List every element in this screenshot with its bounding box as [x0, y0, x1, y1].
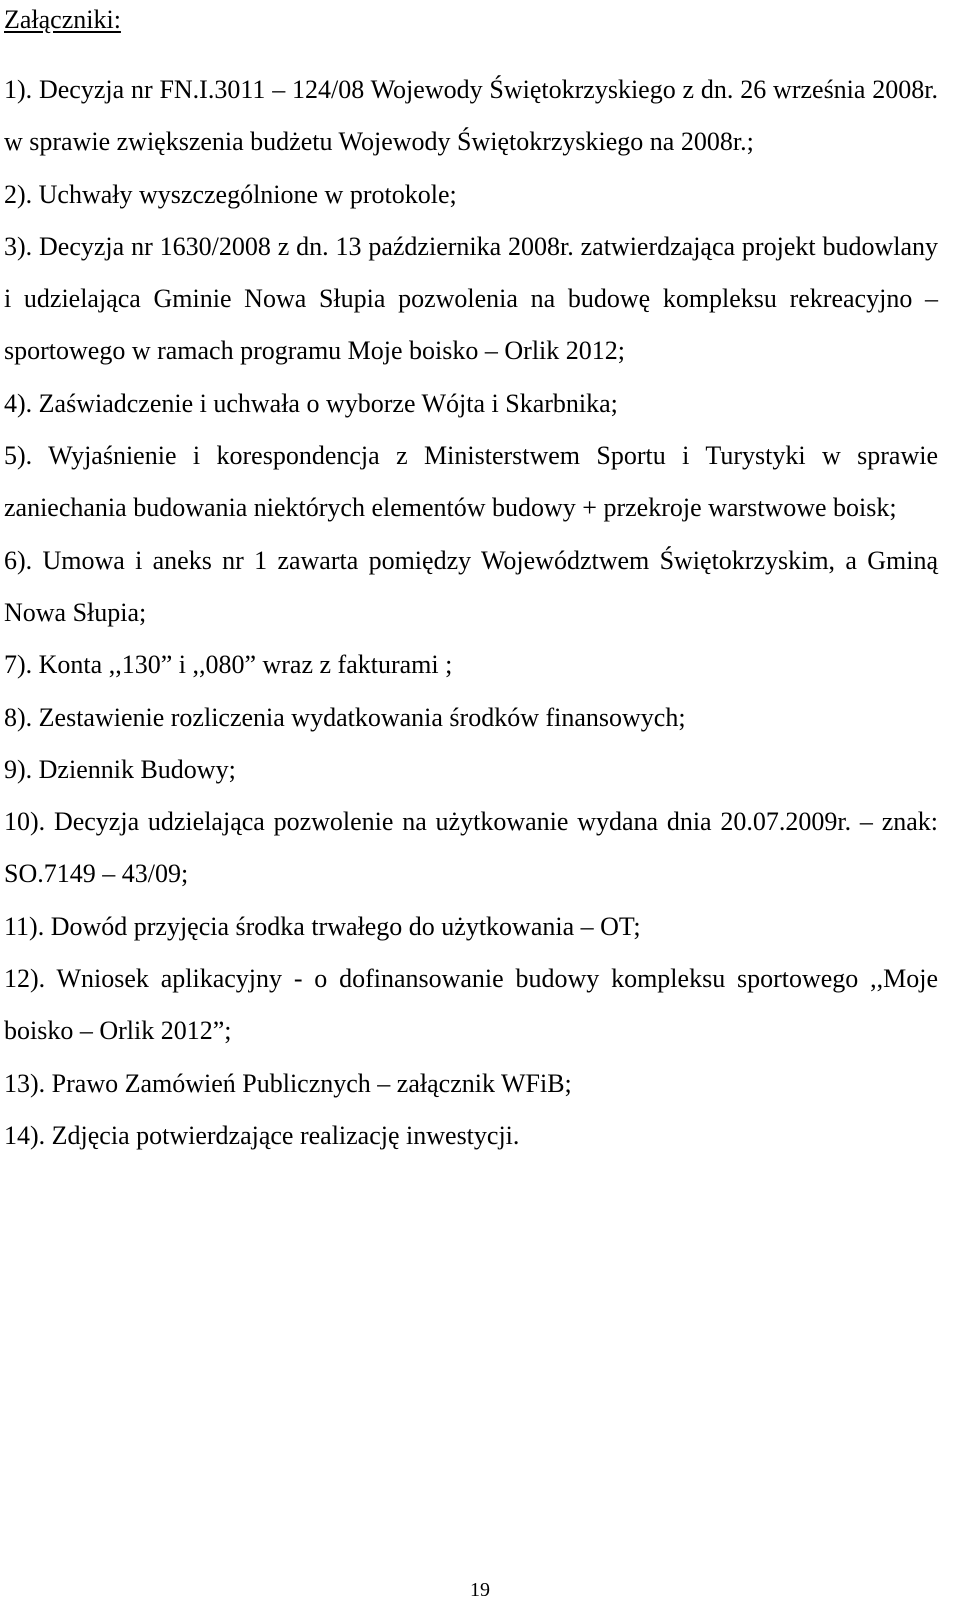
attachment-item-1: 1). Decyzja nr FN.I.3011 – 124/08 Wojewody Świętokrzyskiego z dn. 26 września 2008r. w sprawie zwiększenia budżetu Wojewody Świętokrzyskiego na 2008r.;	[4, 75, 938, 157]
attachment-item-8: 8). Zestawienie rozliczenia wydatkowania środków finansowych;	[4, 702, 686, 732]
attachments-list	[4, 64, 938, 1162]
attachment-item-6: 6). Umowa i aneks nr 1 zawarta pomiędzy Województwem Świętokrzyskim, a Gminą Nowa Słupia;	[4, 545, 938, 627]
attachment-item-11: 11). Dowód przyjęcia środka trwałego do użytkowania – OT;	[4, 911, 641, 941]
attachment-item-14: 14). Zdjęcia potwierdzające realizację inwestycji.	[4, 1120, 520, 1150]
attachment-item-13: 13). Prawo Zamówień Publicznych – załącznik WFiB;	[4, 1068, 572, 1098]
attachment-item-9: 9). Dziennik Budowy;	[4, 754, 236, 784]
attachment-item-5: 5). Wyjaśnienie i korespondencja z Ministerstwem Sportu i Turystyki w sprawie zaniechania budowania niektórych elementów budowy + przekroje warstwowe boisk;	[4, 441, 938, 523]
attachment-item-3: 3). Decyzja nr 1630/2008 z dn. 13 października 2008r. zatwierdzająca projekt budowlany i udzielająca Gminie Nowa Słupia pozwolenia na budowę kompleksu rekreacyjno – sportowego w ramach programu Moje boisko – Orlik 2012;	[4, 231, 938, 366]
attachments-heading: Załączniki:	[4, 5, 121, 34]
attachment-item-7: 7). Konta ,,130” i ,,080” wraz z fakturami ;	[4, 650, 453, 680]
attachment-item-2: 2). Uchwały wyszczególnione w protokole;	[4, 179, 457, 209]
attachment-item-10: 10). Decyzja udzielająca pozwolenie na użytkowanie wydana dnia 20.07.2009r. – znak: SO.7149 – 43/09;	[4, 807, 938, 889]
attachment-item-12: 12). Wniosek aplikacyjny - o dofinansowanie budowy kompleksu sportowego ,,Moje boisko – Orlik 2012”;	[4, 964, 938, 1046]
attachment-item-4: 4). Zaświadczenie i uchwała o wyborze Wójta i Skarbnika;	[4, 388, 618, 418]
page-number: 19	[470, 1579, 490, 1601]
